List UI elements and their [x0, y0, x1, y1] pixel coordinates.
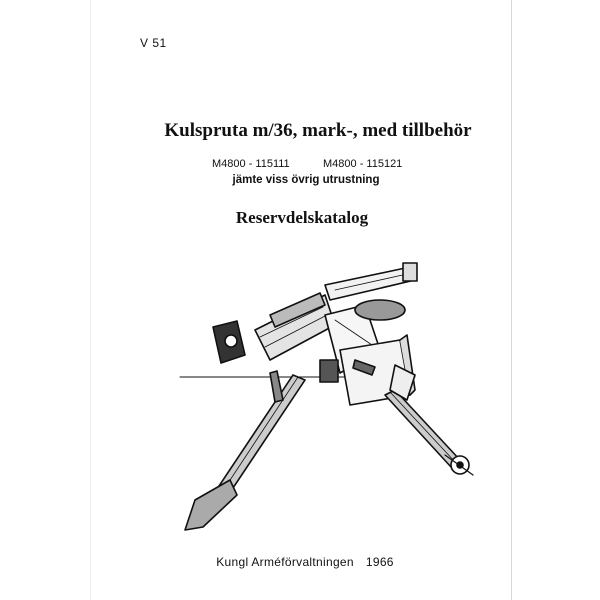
publisher-line: [0, 555, 600, 569]
machine-gun-illustration: [175, 255, 495, 555]
document-subtitle: jämte viss övrig utrustning: [232, 174, 380, 186]
part-number-1: M4800 - 115111: [212, 158, 290, 170]
part-number-2: M4800 - 115121: [323, 158, 403, 170]
catalog-title: Reservdelskatalog: [235, 208, 369, 227]
document-code: V 51: [140, 36, 167, 50]
publisher-name: Kungl Arméförvaltningen: [216, 555, 354, 569]
publication-year: 1966: [365, 555, 394, 569]
document-title: Kulspruta m/36, mark-, med tillbehör: [164, 120, 472, 141]
